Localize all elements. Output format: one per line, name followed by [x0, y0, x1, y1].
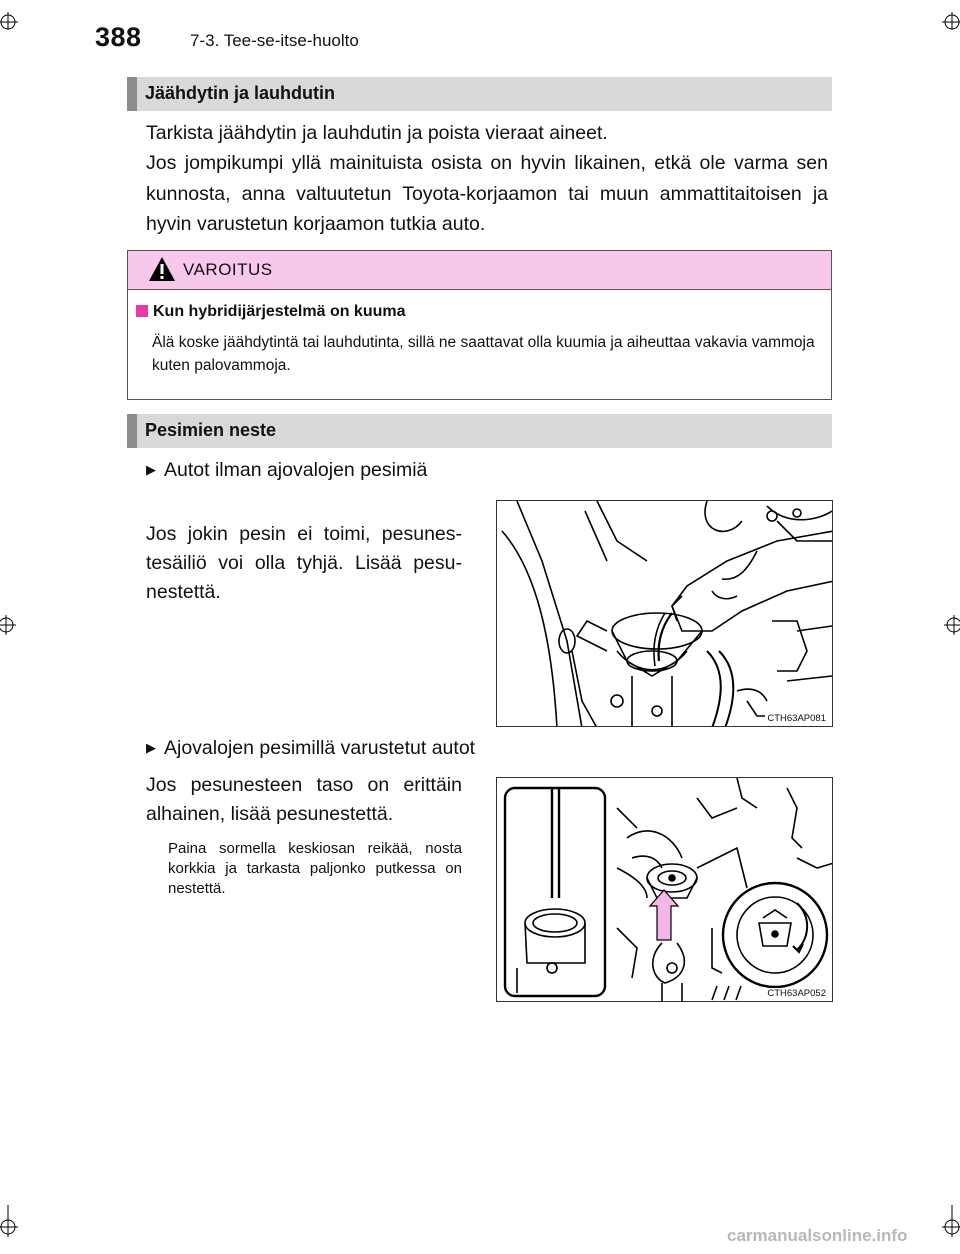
pink-square-icon	[136, 305, 148, 317]
section-heading-radiator	[127, 77, 832, 111]
watermark: carmanualsonline.info	[727, 1226, 908, 1245]
registration-mark-left-middle	[0, 610, 22, 640]
section-heading-text: Pesimien neste	[145, 420, 277, 440]
bullet-text: Autot ilman ajovalojen pesimiä	[164, 459, 428, 481]
section-heading-text: Jäähdytin ja lauhdutin	[145, 83, 336, 103]
washer-level-illustration	[497, 778, 833, 1002]
triangle-bullet-icon: ▶	[146, 462, 156, 477]
washer-refill-illustration	[497, 501, 833, 727]
bullet-text: Ajovalojen pesimillä varustetut autot	[164, 737, 476, 759]
page-number: 388	[95, 22, 142, 52]
warning-title-text: Kun hybridijärjestelmä on kuuma	[153, 303, 406, 320]
registration-mark-right-middle	[938, 610, 960, 640]
figure-washer-level-check	[496, 777, 833, 1002]
warning-title	[136, 303, 406, 321]
section-intro-line: Tarkista jäähdytin ja lauhdutin ja poista vieraat aineet.	[146, 122, 608, 144]
chapter-title: 7-3. Tee-se-itse-huolto	[190, 31, 359, 50]
warning-label: VAROITUS	[183, 260, 273, 279]
warning-text: Älä koske jäähdytintä tai lauhdutinta, sillä ne saattavat olla kuumia ja aiheuttaa vakavia vammoja kuten palovammoja.	[152, 334, 815, 374]
registration-mark-bottom-left	[0, 1205, 30, 1245]
figure-id: CTH63AP052	[767, 988, 826, 999]
registration-mark-top-left	[0, 0, 30, 30]
registration-mark-top-right	[930, 0, 960, 30]
instruction-text: Jos pesunesteen taso on erittäin alhainen, lisää pesunestettä.	[146, 774, 462, 825]
section-heading-washer-fluid	[127, 414, 832, 448]
bullet-item	[146, 459, 427, 482]
warning-triangle-icon	[147, 255, 177, 283]
figure-washer-refill	[496, 500, 833, 727]
registration-mark-bottom-right	[930, 1205, 960, 1245]
section-paragraph: Jos jompikumpi yllä mainituista osista on hyvin likainen, etkä ole varma sen kunnosta, anna valtuutetun Toyota-korjaamon tai muun ammattitaitoisen ja hyvin varustetun korjaamon tutkia auto.	[146, 152, 828, 235]
figure-id: CTH63AP081	[767, 713, 826, 724]
instruction-note: Paina sormella keskiosan reikää, nosta korkkia ja tarkasta paljonko putkessa on nestettä.	[168, 840, 462, 897]
warning-header	[128, 251, 831, 290]
triangle-bullet-icon: ▶	[146, 740, 156, 755]
instruction-text: Jos jokin pesin ei toimi, pesunes-tesäiliö voi olla tyhjä. Lisää pesu-nestettä.	[146, 523, 462, 603]
warning-box	[127, 250, 832, 400]
bullet-item	[146, 737, 475, 760]
